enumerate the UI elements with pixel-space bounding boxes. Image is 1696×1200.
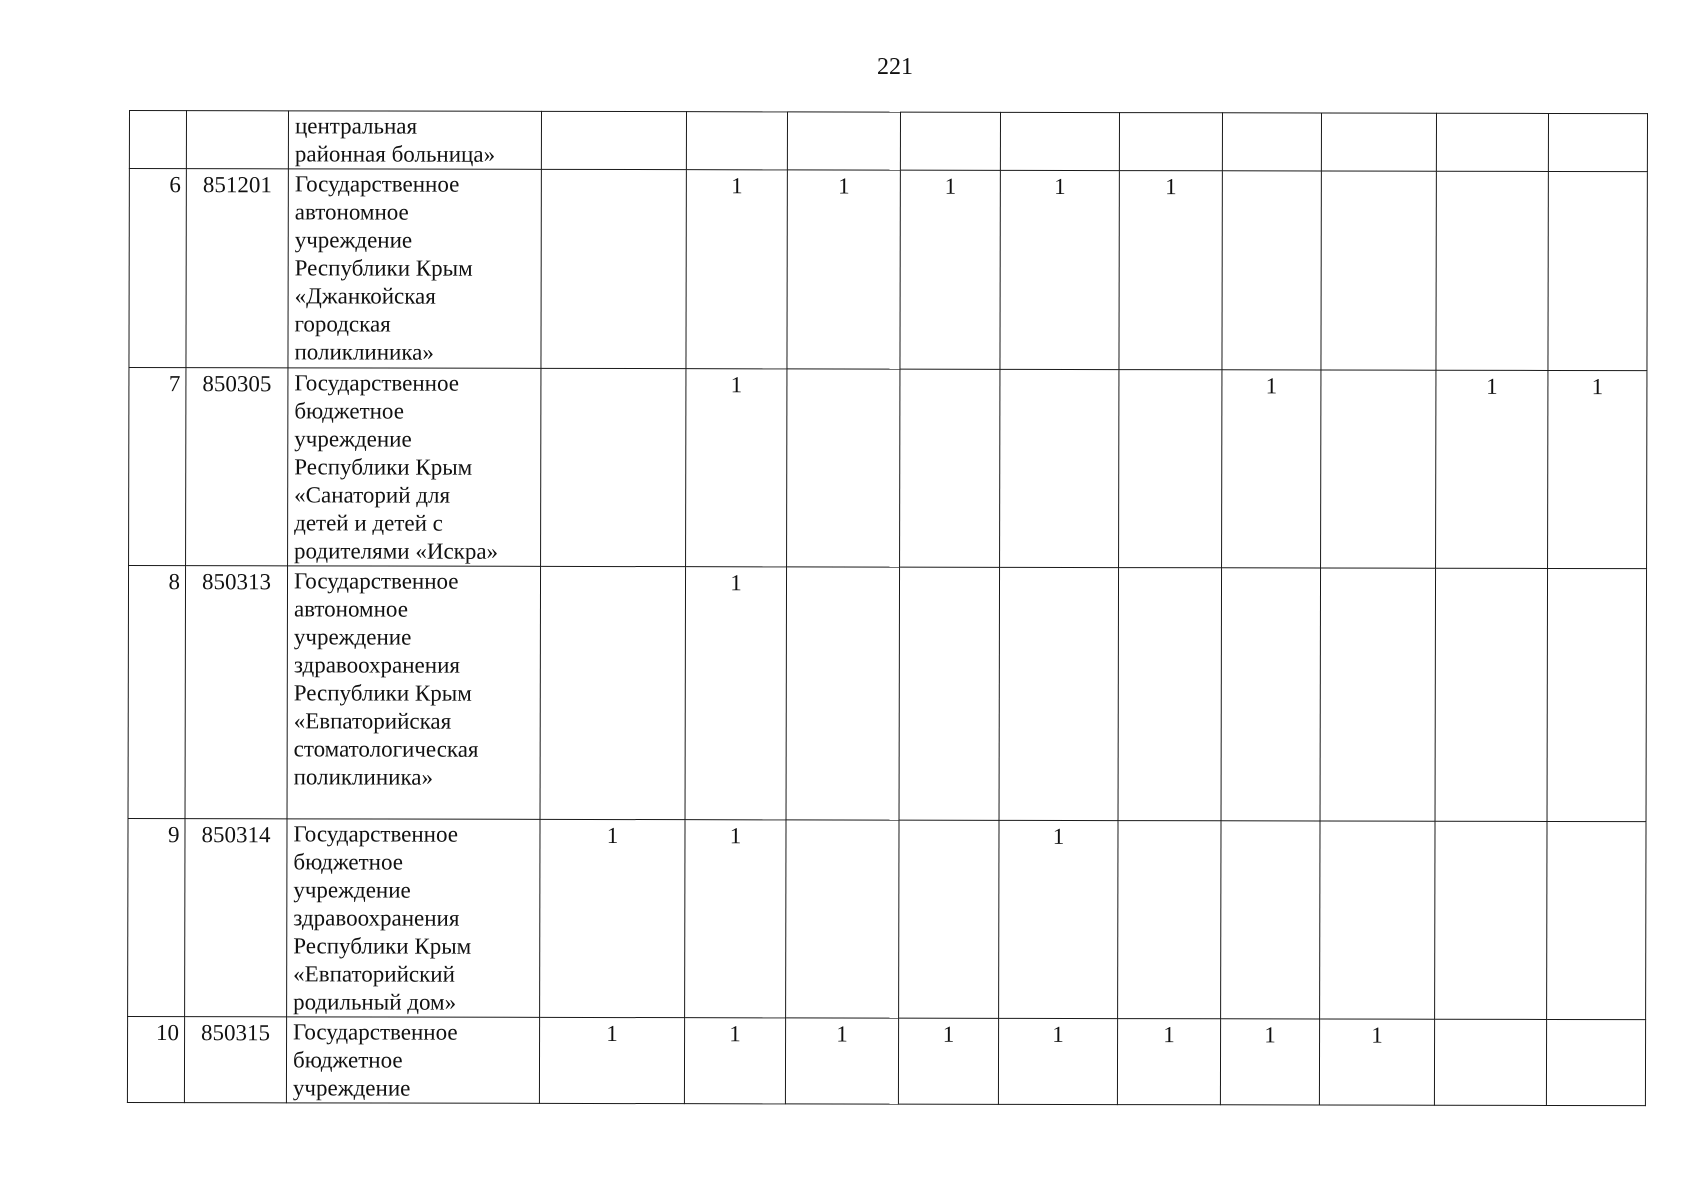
organization-name-line: Государственное [294, 171, 460, 197]
table-row [129, 111, 1647, 172]
row-number-cell: 6 [129, 169, 186, 368]
value-cell: 1 [1220, 1019, 1319, 1105]
organization-name-line: Государственное [294, 370, 459, 396]
organization-name-line: городская [294, 311, 391, 337]
value-cell [1222, 113, 1321, 171]
table-row [128, 566, 1647, 822]
value-cell [1221, 568, 1321, 821]
value-cell [786, 567, 900, 820]
value-cell [787, 112, 900, 170]
value-cell: 1 [1548, 370, 1647, 568]
value-cell [541, 368, 686, 566]
organization-name-line: «Джанкойская [294, 283, 436, 309]
value-cell [1321, 370, 1436, 568]
value-cell [1119, 370, 1222, 568]
organization-name-line: Республики Крым [293, 680, 472, 706]
organization-name-line: автономное [294, 199, 409, 225]
value-cell [899, 820, 999, 1018]
value-cell: 1 [1319, 1019, 1434, 1105]
organization-name-line: бюджетное [293, 849, 404, 875]
value-cell [1118, 568, 1222, 821]
organization-code-cell [186, 111, 288, 169]
organization-name-line: поликлиника» [294, 339, 434, 365]
value-cell [1320, 568, 1436, 821]
value-cell [1436, 113, 1548, 171]
table-row [129, 169, 1647, 371]
value-cell: 1 [685, 820, 786, 1018]
organization-name-cell [287, 819, 540, 1018]
row-number-cell: 7 [129, 368, 186, 566]
value-cell: 1 [999, 820, 1118, 1018]
value-cell: 1 [785, 1018, 898, 1104]
organization-name-line: учреждение [293, 624, 412, 650]
value-cell [541, 111, 686, 169]
organization-code-cell: 851201 [186, 169, 288, 368]
value-cell: 1 [1000, 170, 1119, 369]
value-cell [1435, 821, 1547, 1019]
organization-name-cell [288, 111, 541, 170]
organization-name-cell [288, 169, 541, 369]
organization-name-line: «Евпаторийская [293, 708, 452, 734]
value-cell: 1 [540, 819, 685, 1017]
organization-name-line: Республики Крым [294, 255, 473, 281]
organization-name-line: родильный дом» [293, 989, 457, 1015]
organization-name-line: Государственное [293, 568, 459, 594]
value-cell: 1 [686, 170, 787, 369]
value-cell: 1 [685, 567, 787, 820]
value-cell: 1 [998, 1018, 1117, 1104]
value-cell: 1 [684, 1018, 785, 1104]
value-cell [686, 112, 787, 170]
organization-name-cell [288, 368, 541, 567]
row-number-cell [129, 111, 186, 169]
organization-name-line: центральная [294, 113, 418, 139]
organization-name-line: учреждение [294, 426, 412, 452]
organization-name-line: Государственное [293, 1019, 458, 1045]
value-cell [1548, 171, 1647, 370]
value-cell [1222, 171, 1321, 370]
value-cell: 1 [900, 170, 1000, 369]
organization-name-cell [286, 1017, 539, 1104]
value-cell [1118, 821, 1221, 1019]
organization-name-line: Республики Крым [294, 454, 473, 480]
value-cell [787, 369, 900, 567]
organization-name-line: «Евпаторийский [293, 961, 455, 987]
value-cell [1547, 821, 1646, 1019]
value-cell: 1 [539, 1017, 684, 1103]
value-cell [1321, 171, 1436, 370]
page-number: 221 [877, 54, 913, 80]
value-cell: 1 [686, 369, 787, 567]
organization-name-line: бюджетное [292, 1047, 403, 1073]
value-cell: 1 [1117, 1019, 1220, 1105]
value-cell [541, 169, 686, 368]
organization-name-line: родителями «Искра» [294, 538, 499, 564]
table-body [127, 111, 1647, 1106]
organization-name-line: здравоохранения [293, 905, 460, 931]
organization-code-cell: 850305 [186, 368, 288, 566]
value-cell [1000, 112, 1119, 170]
organization-name-line: «Санаторий для [294, 482, 451, 508]
table-row [129, 368, 1647, 569]
organization-code-cell: 850314 [185, 819, 287, 1017]
organization-name-line: Республики Крым [293, 933, 472, 959]
value-cell [1435, 568, 1548, 821]
row-number-cell: 10 [127, 1016, 184, 1102]
organization-name-line: учреждение [292, 1075, 411, 1101]
organization-name-line: районная больница» [294, 141, 496, 167]
organization-code-cell: 850315 [184, 1017, 286, 1103]
row-number-cell: 9 [128, 818, 185, 1016]
organization-name-line: поликлиника» [293, 764, 434, 790]
value-cell: 1 [1119, 171, 1222, 370]
value-cell [900, 369, 1000, 567]
value-cell [1436, 171, 1548, 370]
organization-name-line: здравоохранения [293, 652, 461, 678]
value-cell [900, 112, 1000, 170]
organization-name-line: бюджетное [294, 398, 404, 424]
value-cell [1434, 1019, 1546, 1105]
value-cell [1546, 1019, 1645, 1105]
value-cell [1320, 821, 1435, 1019]
data-table [127, 110, 1648, 1106]
value-cell [1119, 113, 1222, 171]
value-cell [1548, 113, 1647, 171]
organization-name-line: учреждение [294, 227, 413, 253]
value-cell [1221, 821, 1320, 1019]
organization-name-line: детей и детей с [294, 510, 443, 536]
row-number-cell: 8 [128, 566, 186, 819]
value-cell: 1 [1222, 370, 1321, 568]
value-cell [999, 567, 1119, 820]
value-cell [1547, 568, 1647, 821]
value-cell [1321, 113, 1436, 171]
value-cell [540, 566, 686, 819]
table-row [128, 818, 1646, 1019]
value-cell: 1 [898, 1018, 998, 1104]
organization-name-line: учреждение [293, 877, 411, 903]
value-cell [1000, 369, 1119, 567]
organization-code-cell: 850313 [185, 566, 288, 819]
organization-name-line: Государственное [293, 821, 459, 847]
organization-name-line: стоматологическая [293, 736, 479, 762]
organization-name-cell [287, 566, 541, 820]
value-cell: 1 [1436, 370, 1548, 568]
value-cell [899, 567, 1000, 820]
value-cell: 1 [787, 170, 900, 369]
value-cell [786, 820, 899, 1018]
table-row [127, 1016, 1645, 1105]
organization-name-line: автономное [293, 596, 408, 622]
